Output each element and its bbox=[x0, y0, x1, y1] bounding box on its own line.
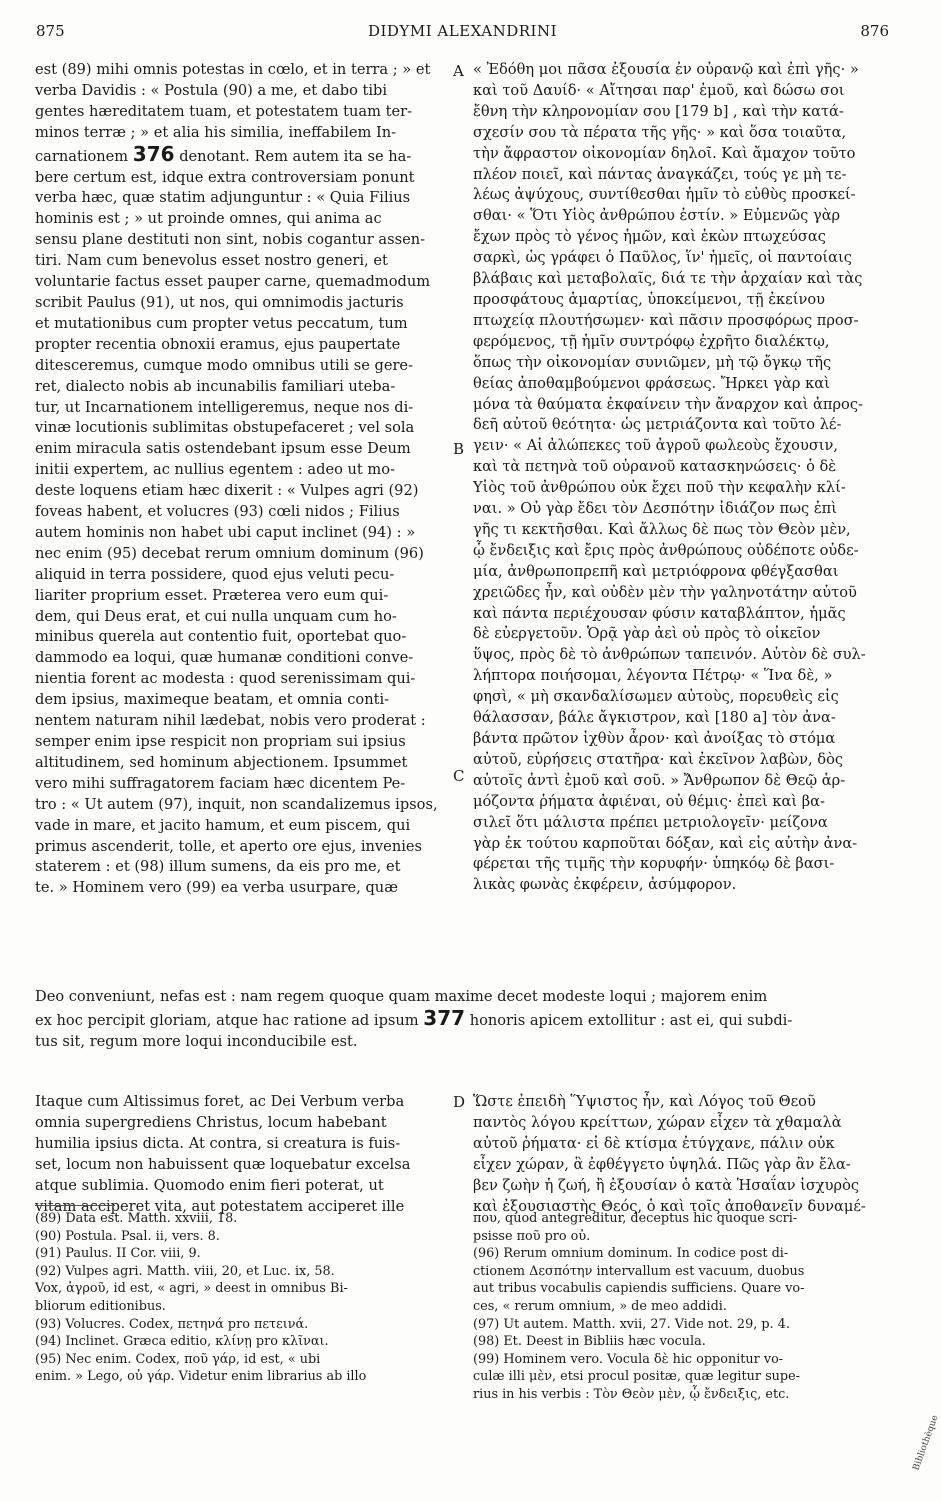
latin-line: vade in mare, et jacito hamum, et eum piscem, qui bbox=[35, 816, 411, 834]
latin-line: enim miracula satis ostendebant ipsum esse Deum bbox=[35, 440, 411, 458]
greek-line: φέρεται τῆς τιμῆς τὴν κορυφήν· ὑπηκόῳ δὲ βασι- bbox=[473, 855, 835, 873]
latin-line-part: denotant. Rem autem ita se ha- bbox=[179, 147, 412, 165]
latin-column bbox=[35, 60, 447, 899]
footnote-line: (92) Vulpes agri. Matth. viii, 20, et Luc. ix, 58. bbox=[35, 1263, 335, 1279]
latin-line: humilia ipsius dicta. At contra, si creatura is fuis- bbox=[35, 1134, 401, 1152]
latin-line: set, locum non habuissent quæ loquebatur excelsa bbox=[35, 1155, 411, 1173]
latin-line: minos terræ ; » et alia his similia, ineffabilem In- bbox=[35, 123, 397, 141]
latin-line: aliquid in terra possidere, quod ejus veluti pecu- bbox=[35, 565, 395, 583]
latin-line: tiri. Nam cum benevolus esset nostro generi, et bbox=[35, 252, 388, 270]
full-width-latin bbox=[35, 987, 891, 1053]
greek-line: καὶ τοῦ Δαυίδ· « Αἴτησαι παρ' ἐμοῦ, καὶ δώσω σοι bbox=[473, 81, 845, 99]
greek-line: φησὶ, « μὴ σκανδαλίσωμεν αὐτοὺς, πορευθεὶς εἰς bbox=[473, 688, 839, 706]
footnote-line: ces, « rerum omnium, » de meo addidi. bbox=[473, 1298, 727, 1314]
latin-line: altitudinem, sed hominum abjectionem. Ipsummet bbox=[35, 753, 408, 771]
footnote-rule bbox=[35, 1205, 115, 1206]
greek-line: καὶ ἐξουσιαστὴς Θεός, ὁ καὶ τοῖς ἀποθανεῖν δυναμέ- bbox=[473, 1197, 866, 1215]
greek-line: αὐτοῖς ἀντὶ ἐμοῦ καὶ σοῦ. » Ἄνθρωπον δὲ Θεῷ ἁρ- bbox=[473, 771, 846, 789]
latin-column-2 bbox=[35, 1092, 447, 1217]
greek-line: θάλασσαν, βάλε ἄγκιστρον, καὶ [180 a] τὸν ἀνα- bbox=[473, 709, 836, 727]
greek-line: γὰρ ἐκ τούτου καρποῦται δόξαν, καὶ εἰς αὐτὴν ἀνα- bbox=[473, 834, 858, 852]
greek-line: ἔθνη τὴν κληρονομίαν σου [179 b] , καὶ τὴν κατά- bbox=[473, 102, 844, 120]
greek-line: λήπτορα ποιήσομαι, λέγοντα Πέτρῳ· « Ἵνα δὲ, » bbox=[473, 667, 833, 685]
latin-line: minibus querela aut contentio fuit, oportebat quo- bbox=[35, 628, 407, 646]
latin-line: hominis est ; » ut proinde omnes, qui anima ac bbox=[35, 210, 382, 228]
latin-line: staterem : et (98) illum sumens, da eis pro me, et bbox=[35, 858, 401, 876]
full-width-line-part: honoris apicem extollitur : ast ei, qui subdi- bbox=[469, 1011, 793, 1029]
latin-line: tro : « Ut autem (97), inquit, non scandalizemus ipsos, bbox=[35, 795, 438, 813]
greek-line: προσφάτους ἁμαρτίας, ὑποκείμενοι, τῇ ἐκείνου bbox=[473, 290, 825, 308]
latin-line: dem ipsius, maximeque beatam, et omnia conti- bbox=[35, 691, 390, 709]
greek-line: βεν ζωὴν ἡ ζωή, ἢ ἐξουσίαν ὁ κατὰ Ἡσαΐαν ἰσχυρὸς bbox=[473, 1176, 860, 1194]
latin-line: dem, qui Deus erat, et cui nulla unquam cum ho- bbox=[35, 607, 397, 625]
running-header bbox=[0, 22, 925, 48]
greek-column bbox=[473, 60, 891, 896]
footnote-line: (90) Postula. Psal. ii, vers. 8. bbox=[35, 1228, 220, 1244]
greek-line: ὕψος, πρὸς δὲ τὸ ἀνθρώπων ταπεινόν. Αὐτὸν δὲ συλ- bbox=[473, 646, 866, 664]
margin-letter-d: D bbox=[453, 1093, 466, 1111]
latin-line-part: carnationem bbox=[35, 147, 129, 165]
latin-line: tur, ut Incarnationem intelligeremus, neque nos di- bbox=[35, 398, 414, 416]
greek-column-2 bbox=[473, 1092, 891, 1217]
greek-line: δὲ εὐεργετοῦν. Ὁρᾷ γὰρ ἀεὶ οὐ πρὸς τὸ οἰκεῖον bbox=[473, 625, 821, 643]
footnote-line: (96) Rerum omnium dominum. In codice post di- bbox=[473, 1246, 789, 1262]
latin-line: gentes hæreditatem tuam, et potestatem tuam ter- bbox=[35, 102, 413, 120]
footnote-line: (98) Et. Deest in Bibliis hæc vocula. bbox=[473, 1334, 706, 1350]
footnote-line: rius in his verbis : Τὸν Θεὸν μὲν, ᾧ ἔνδειξις, etc. bbox=[473, 1386, 790, 1402]
latin-line bbox=[35, 141, 447, 168]
latin-line: et mutationibus cum propter vetus peccatum, tum bbox=[35, 314, 408, 332]
latin-line: initii expertem, ac nullius egentem : adeo ut mo- bbox=[35, 461, 395, 479]
footnote-line: (94) Inclinet. Græca editio, κλίνῃ pro κλῖναι. bbox=[35, 1334, 329, 1350]
margin-letter-c: C bbox=[453, 767, 465, 785]
greek-line: φερόμενος, τῇ ἡμῖν συντρόφῳ ἐχρῆτο διαλέκτῳ, bbox=[473, 332, 830, 350]
page-number-right: 876 bbox=[860, 22, 889, 40]
greek-line: μόζοντα ῥήματα ἀφιέναι, οὐ θέμις· ἐπεὶ καὶ βα- bbox=[473, 792, 825, 810]
footnote-line: aut tribus vocabulis capiendis sufficiens. Quare vo- bbox=[473, 1281, 805, 1297]
greek-line: ναι. » Οὐ γὰρ ἔδει τὸν Δεσπότην ἰδιάζον πως ἐπὶ bbox=[473, 500, 837, 518]
page-marker-376: 376 bbox=[132, 141, 175, 166]
greek-line: μία, ἀνθρωποπρεπῆ καὶ μετριόφρονα φθέγξασθαι bbox=[473, 562, 839, 580]
latin-line: vitam acciperet vita, aut potestatem acciperet ille bbox=[35, 1197, 405, 1215]
greek-line: σιλεῖ ὅτι μάλιστα πρέπει μετριολογεῖν· μείζονα bbox=[473, 813, 828, 831]
latin-line: deste loquens etiam hæc dixerit : « Vulpes agri (92) bbox=[35, 482, 419, 500]
latin-line: scribit Paulus (91), ut nos, qui omnimodis jacturis bbox=[35, 293, 404, 311]
greek-line: « Ἐδόθη μοι πᾶσα ἐξουσία ἐν οὐρανῷ καὶ ἐπὶ γῆς· » bbox=[473, 61, 859, 78]
latin-line: vero mihi suffragatorem faciam hæc dicentem Pe- bbox=[35, 774, 406, 792]
footnotes-left bbox=[35, 1210, 447, 1386]
greek-line: γειν· « Αἱ ἀλώπεκες τοῦ ἀγροῦ φωλεοὺς ἔχουσιν, bbox=[473, 437, 839, 455]
full-width-line bbox=[35, 1005, 891, 1032]
greek-line: πλέον ποιεῖ, καὶ πάντας ἀναγκάζει, τούς γε μὴ τε- bbox=[473, 165, 847, 183]
footnote-line: culæ illi μὲν, etsi procul positæ, quæ legitur supe- bbox=[473, 1369, 800, 1385]
footnote-line: (97) Ut autem. Matth. xvii, 27. Vide not. 29, p. 4. bbox=[473, 1316, 790, 1332]
greek-line: εἶχεν χώραν, ἃ ἐφθέγγετο ὑψηλά. Πῶς γὰρ ἂν ἔλα- bbox=[473, 1155, 851, 1173]
footnote-line: (91) Paulus. II Cor. viii, 9. bbox=[35, 1246, 201, 1262]
footnote-line: (89) Data est. Matth. xxviii, 18. bbox=[35, 1211, 238, 1226]
latin-line: omnia supergrediens Christus, locum habebant bbox=[35, 1113, 387, 1131]
running-title: DIDYMI ALEXANDRINI bbox=[367, 22, 558, 40]
latin-line: vinæ locutionis sublimitas obstupefaceret ; vel sola bbox=[35, 419, 415, 437]
greek-line: ᾧ ἔνδειξις καὶ ἔρις πρὸς ἀνθρώπους οὐδέποτε οὐδε- bbox=[473, 541, 859, 559]
latin-line: verba Davidis : « Postula (90) a me, et dabo tibi bbox=[35, 81, 388, 99]
latin-line: voluntarie factus esset pauper carne, quemadmodum bbox=[35, 273, 431, 291]
greek-line: ὅπως τὴν οἰκονομίαν συνιῶμεν, μὴ τῷ ὄγκῳ τῆς bbox=[473, 353, 832, 371]
latin-line: liariter proprium esset. Præterea vero eum qui- bbox=[35, 586, 389, 604]
page-marker-377: 377 bbox=[423, 1005, 466, 1030]
footnote-line: (95) Nec enim. Codex, ποῦ γάρ, id est, « ubi bbox=[35, 1351, 321, 1367]
latin-line: Itaque cum Altissimus foret, ac Dei Verbum verba bbox=[35, 1093, 405, 1110]
footnote-line: (99) Hominem vero. Vocula δὲ hic opponitur vo- bbox=[473, 1351, 784, 1367]
latin-line: verba hæc, quæ statim adjunguntur : « Quia Filius bbox=[35, 189, 411, 207]
greek-line: πτωχείᾳ πλουτήσωμεν· καὶ πᾶσιν προσφόρως προσ- bbox=[473, 311, 859, 329]
latin-line: foveas habent, et volucres (93) cœli nidos ; Filius bbox=[35, 503, 400, 521]
full-width-line: tus sit, regum more loqui inconducibile est. bbox=[35, 1032, 358, 1050]
greek-line: λικὰς φωνὰς ἐκφέρειν, ἀσύμφορον. bbox=[473, 876, 737, 894]
latin-line: ret, dialecto nobis ab incunabilis familiari uteba- bbox=[35, 377, 396, 395]
margin-letter-a: A bbox=[453, 62, 464, 80]
greek-line: καὶ τὰ πετηνὰ τοῦ οὐρανοῦ κατασκηνώσεις· ὁ δὲ bbox=[473, 458, 837, 476]
latin-line: propter recentia obnoxii eramus, ejus paupertate bbox=[35, 335, 401, 353]
greek-line: σαρκὶ, ὡς γράφει ὁ Παῦλος, ἵν' ἡμεῖς, οἱ παντοίαις bbox=[473, 249, 852, 267]
greek-line: σθαι· « Ὅτι Υἱὸς ἀνθρώπου ἐστίν. » Εὐμενῶς γὰρ bbox=[473, 207, 841, 225]
latin-line: est (89) mihi omnis potestas in cœlo, et in terra ; » et bbox=[35, 61, 431, 78]
latin-line: ditesceremus, cumque modo omnibus utili se gere- bbox=[35, 356, 413, 374]
latin-line: nec enim (95) decebat rerum omnium dominum (96) bbox=[35, 544, 424, 562]
footnote-line: Vox, ἀγροῦ, id est, « agri, » deest in omnibus Bi- bbox=[35, 1281, 348, 1297]
latin-line: bere certum est, idque extra controversiam ponunt bbox=[35, 168, 415, 186]
latin-line: nientia forent ac modesta : quod serenissimam qui- bbox=[35, 670, 416, 688]
latin-line: dammodo ea loqui, quæ humanæ conditioni conve- bbox=[35, 649, 414, 667]
footnote-line: bliorum editionibus. bbox=[35, 1298, 166, 1314]
greek-line: βλάβαις καὶ μεταβολαῖς, διά τε τὴν ἀρχαίαν καὶ τὰς bbox=[473, 270, 863, 288]
full-width-line-part: ex hoc percipit gloriam, atque hac ratione ad ipsum bbox=[35, 1011, 419, 1029]
greek-line: σχεσίν σου τὰ πέρατα τῆς γῆς· » καὶ ὅσα τοιαῦτα, bbox=[473, 123, 847, 141]
greek-line: γῆς τι κεκτῆσθαι. Καὶ ἄλλως δὲ πως τὸν Θεὸν μὲν, bbox=[473, 520, 851, 538]
latin-line: semper enim ipse respicit non propriam sui ipsius bbox=[35, 733, 406, 750]
greek-line: τὴν ἄφραστον οἰκονομίαν δηλοῖ. Καὶ ἄμαχον τοῦτο bbox=[473, 144, 856, 162]
footnote-line: που, quod antegreditur, deceptus hic quoque scri- bbox=[473, 1211, 798, 1226]
greek-line: Υἱὸς τοῦ ἀνθρώπου οὐκ ἔχει ποῦ τὴν κεφαλὴν κλί- bbox=[473, 479, 846, 497]
footnote-line: enim. » Lego, οὐ γάρ. Videtur enim librarius ab illo bbox=[35, 1369, 367, 1385]
greek-line: αὐτοῦ, εὑρήσεις στατῆρα· καὶ ἐκεῖνον λαβὼν, δὸς bbox=[473, 750, 844, 768]
greek-line: θείας ἀποθαμβούμενοι φράσεως. Ἤρκει γὰρ καὶ bbox=[473, 374, 830, 392]
footnotes-right bbox=[473, 1210, 891, 1404]
page-number-left: 875 bbox=[36, 22, 65, 40]
greek-line: βάντα πρῶτον ἰχθὺν ἆρον· καὶ ἀνοίξας τὸ στόμα bbox=[473, 730, 836, 747]
library-stamp: Bibliothèque bbox=[911, 1414, 941, 1472]
latin-line: sensu plane destituti non sint, nobis cogantur assen- bbox=[35, 231, 426, 249]
greek-line: αὐτοῦ ῥήματα· εἰ δὲ κτίσμα ἐτύγχανε, πάλιν οὐκ bbox=[473, 1134, 835, 1152]
greek-line: δεῆ αὐτοῦ θεότητα· ὡς μετριάζοντα καὶ τοῦτο λέ- bbox=[473, 416, 842, 434]
greek-line: καὶ πάντα περιέχουσαν φύσιν καταβλάπτον, ἡμᾶς bbox=[473, 604, 846, 622]
latin-line: autem hominis non habet ubi caput inclinet (94) : » bbox=[35, 523, 416, 541]
footnote-line: psisse ποῦ pro οὐ. bbox=[473, 1228, 591, 1244]
greek-line: παντὸς λόγου κρείττων, χώραν εἶχεν τὰ χθαμαλὰ bbox=[473, 1113, 842, 1131]
greek-line: χρειῶδες ἦν, καὶ οὐδὲν μὲν τὴν γαληνοτάτην αὐτοῦ bbox=[473, 583, 857, 601]
greek-line: λέως ἀψύχους, συντίθεσθαι ἡμῖν τὸ εὐθὺς προσκεί- bbox=[473, 186, 856, 204]
greek-line: Ὥστε ἐπειδὴ Ὕψιστος ἦν, καὶ Λόγος τοῦ Θεοῦ bbox=[473, 1093, 816, 1110]
margin-letter-b: B bbox=[453, 440, 465, 458]
greek-line: μόνα τὰ θαύματα ἐκφαίνειν τὴν ἄναρχον καὶ ἀπρος- bbox=[473, 395, 863, 413]
footnote-line: ctionem Δεσπότην intervallum est vacuum, duobus bbox=[473, 1263, 805, 1279]
greek-line: ἔχων πρὸς τὸ γένος ἡμῶν, καὶ ἑκὼν πτωχεύσας bbox=[473, 228, 826, 246]
footnote-line: (93) Volucres. Codex, πετηνά pro πετεινά. bbox=[35, 1316, 309, 1332]
latin-line: te. » Hominem vero (99) ea verba usurpare, quæ bbox=[35, 879, 398, 897]
latin-line: nentem naturam nihil lædebat, nobis vero proderat : bbox=[35, 712, 426, 730]
latin-line: atque sublimia. Quomodo enim fieri poterat, ut bbox=[35, 1176, 384, 1194]
latin-line: primus ascenderit, tolle, et aperto ore ejus, invenies bbox=[35, 837, 423, 855]
full-width-line: Deo conveniunt, nefas est : nam regem quoque quam maxime decet modeste loqui ; majorem enim bbox=[35, 988, 768, 1005]
